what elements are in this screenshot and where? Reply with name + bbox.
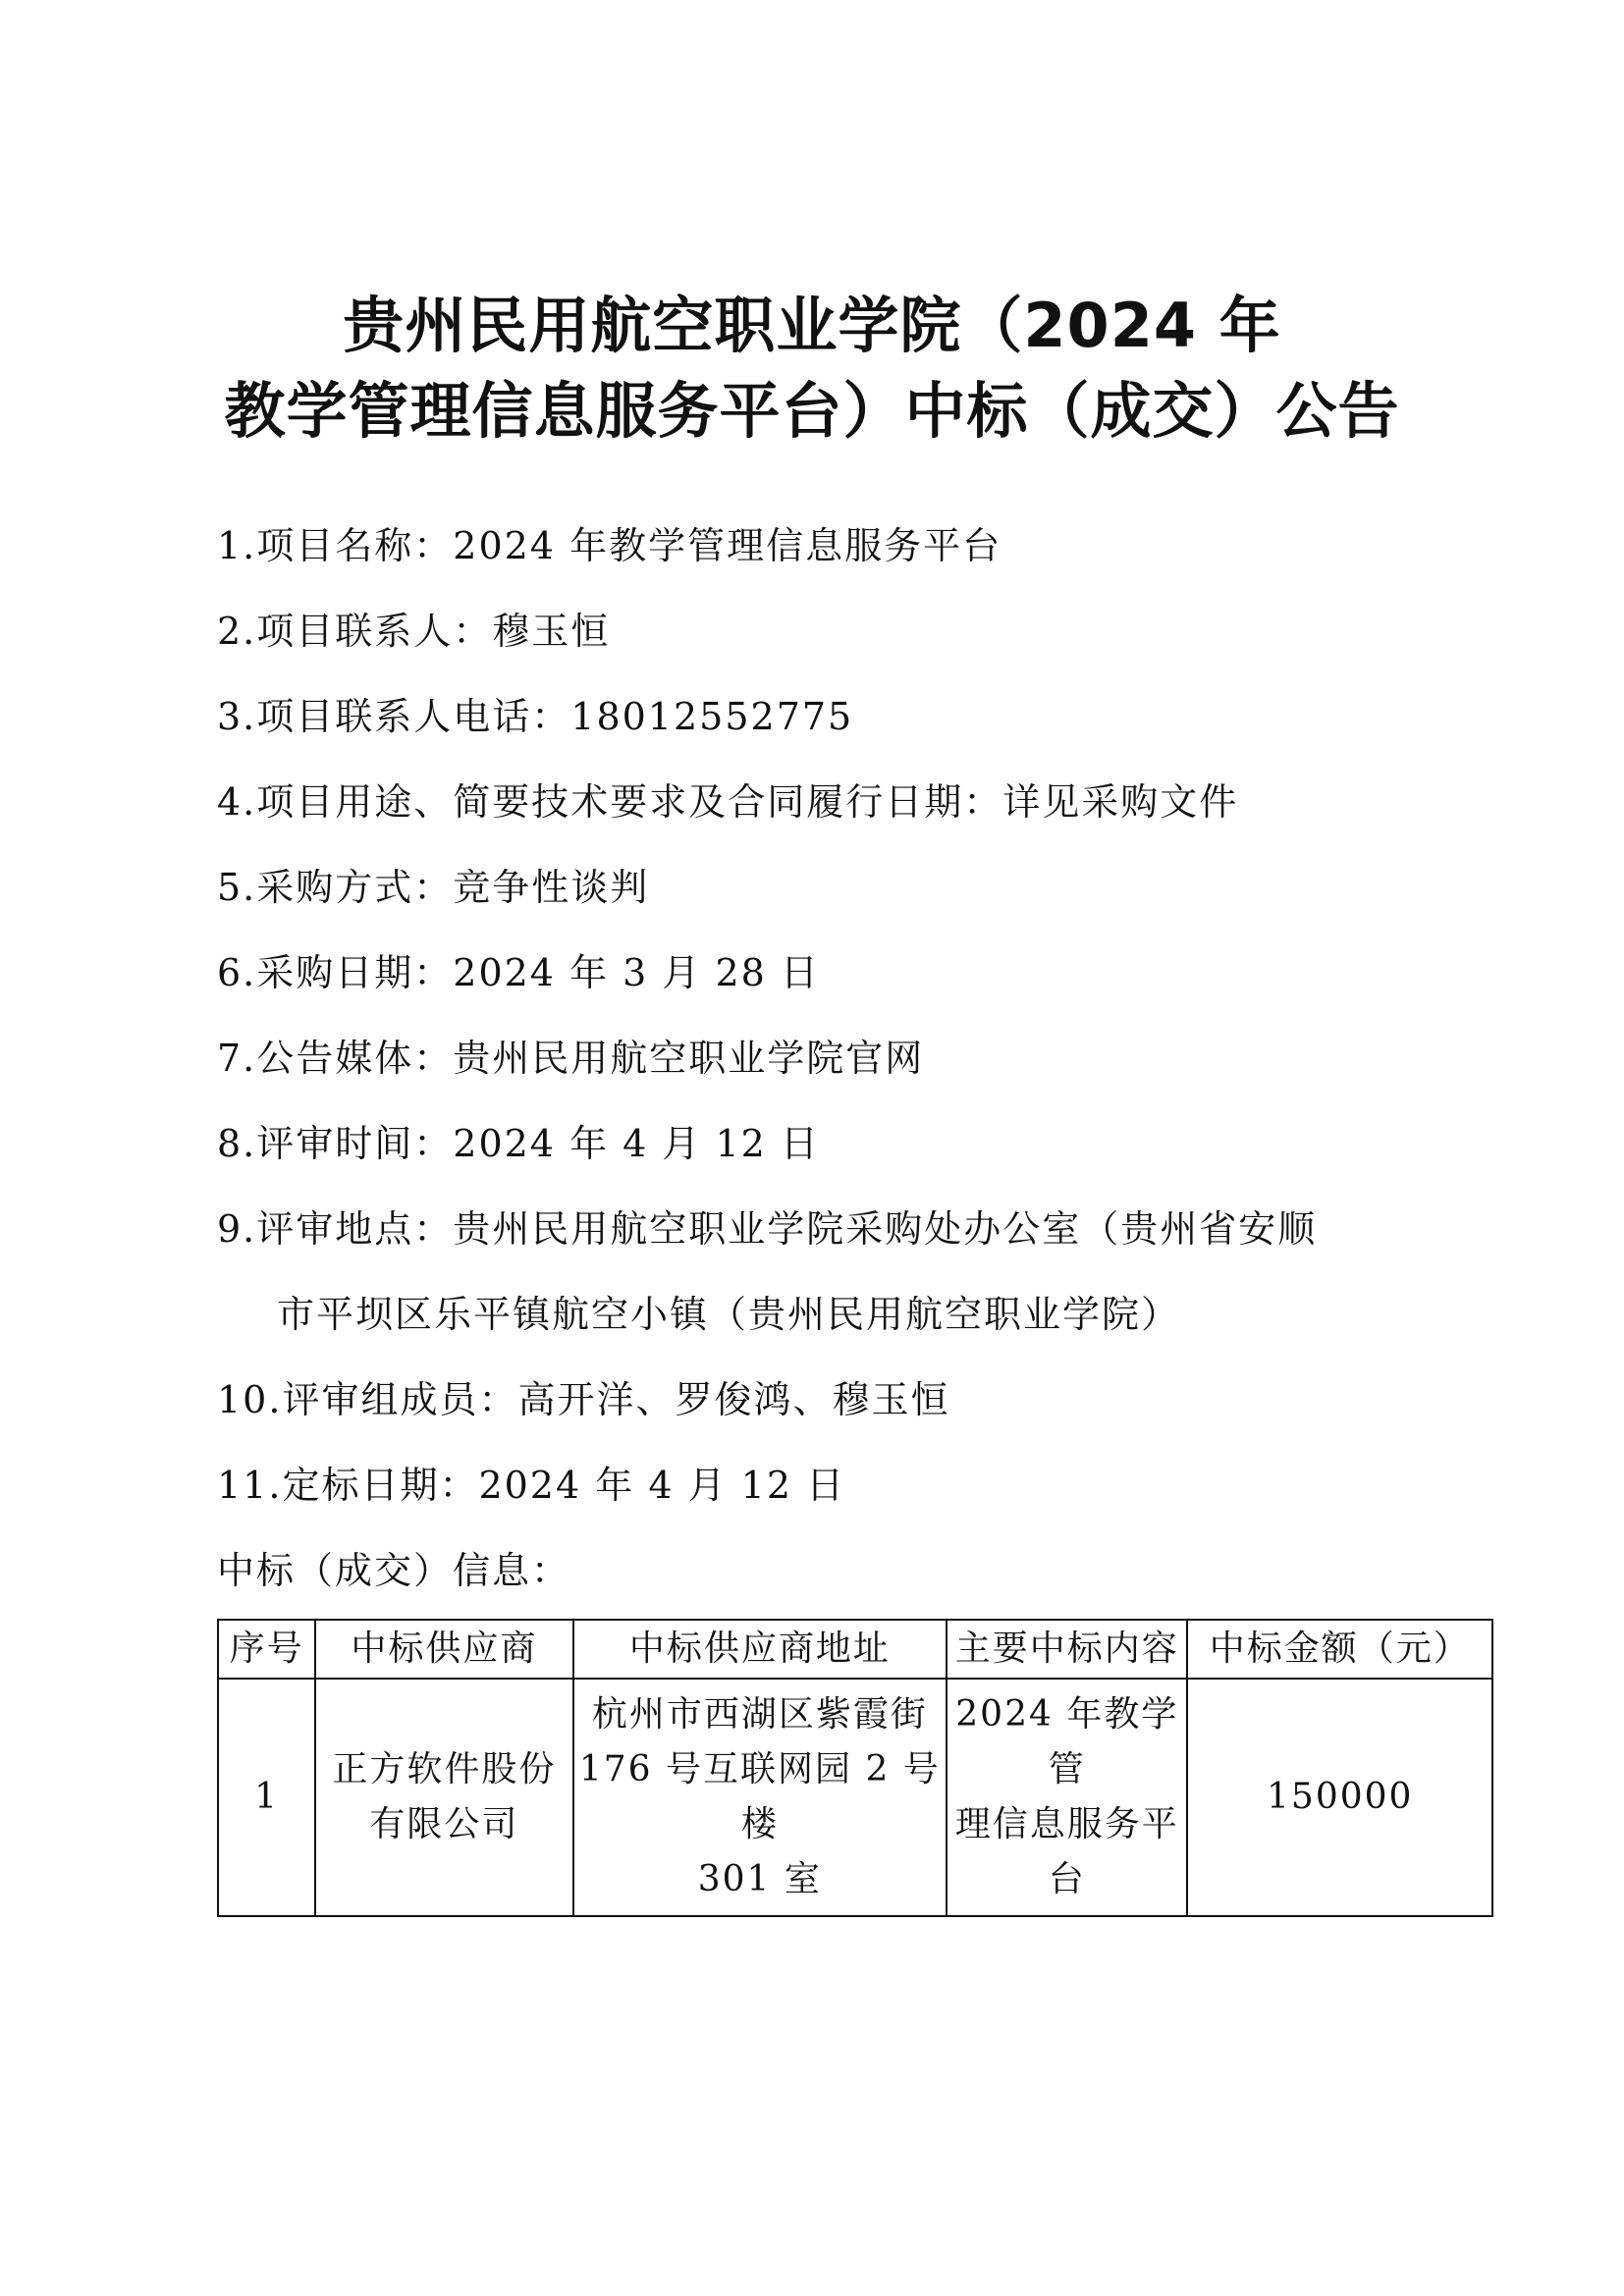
item-procurement-method <box>217 863 649 912</box>
item-number: 5. <box>217 866 257 909</box>
item-number: 7. <box>217 1037 257 1080</box>
item-contact-person <box>217 607 610 656</box>
item-procurement-date <box>217 948 820 997</box>
item-project-name <box>217 521 1001 570</box>
item-label: 项目联系人电话： <box>256 695 571 738</box>
header-supplier-address: 中标供应商地址 <box>573 1620 947 1679</box>
item-label: 公告媒体： <box>256 1037 454 1080</box>
header-main-content: 主要中标内容 <box>947 1620 1187 1679</box>
item-project-purpose <box>217 777 1238 827</box>
item-review-location <box>217 1204 1317 1254</box>
cell-line: 301 室 <box>697 1859 822 1899</box>
cell-line: 正方软件股份 <box>332 1749 557 1789</box>
cell-supplier <box>315 1679 572 1916</box>
table-row <box>218 1679 1492 1916</box>
item-label: 采购方式： <box>256 866 454 909</box>
cell-line: 台 <box>1048 1859 1086 1899</box>
award-table <box>217 1619 1493 1917</box>
item-value: 2024 年教学管理信息服务平台 <box>453 524 1002 567</box>
item-label: 项目用途、简要技术要求及合同履行日期： <box>256 780 1003 824</box>
award-table-wrapper <box>217 1619 1493 1917</box>
document-title-line-1: 贵州民用航空职业学院（2024 年 <box>343 290 1281 361</box>
item-award-date <box>217 1461 845 1510</box>
item-label: 项目联系人： <box>256 610 493 653</box>
cell-award-amount: 150000 <box>1187 1679 1492 1916</box>
document-title-line-2: 教学管理信息服务平台）中标（成交）公告 <box>224 375 1400 447</box>
item-value: 2024 年 3 月 28 日 <box>453 951 820 994</box>
cell-line: 176 号互联网园 2 号楼 <box>578 1749 941 1844</box>
item-number: 4. <box>217 780 257 824</box>
award-table-header-row <box>218 1620 1492 1679</box>
item-number: 6. <box>217 951 257 994</box>
item-label: 定标日期： <box>282 1464 479 1507</box>
item-number: 3. <box>217 695 257 738</box>
item-value: 2024 年 4 月 12 日 <box>453 1122 820 1165</box>
cell-line: 理信息服务平 <box>954 1804 1179 1844</box>
cell-line: 杭州市西湖区紫霞街 <box>591 1694 928 1735</box>
item-value: 2024 年 4 月 12 日 <box>478 1464 846 1507</box>
item-label: 项目名称： <box>256 524 454 567</box>
header-index: 序号 <box>218 1620 315 1679</box>
item-number: 11. <box>217 1464 283 1507</box>
award-info-heading: 中标（成交）信息： <box>217 1549 571 1592</box>
item-value: 18012552775 <box>570 695 854 738</box>
item-number: 2. <box>217 610 257 653</box>
cell-line: 2024 年教学管 <box>955 1694 1179 1789</box>
item-number: 1. <box>217 524 257 567</box>
item-announcement-media <box>217 1034 924 1083</box>
item-contact-phone <box>217 692 853 741</box>
cell-supplier-address <box>573 1679 947 1916</box>
item-value: 高开洋、罗俊鸿、穆玉恒 <box>517 1378 950 1421</box>
item-label: 评审组成员： <box>282 1378 518 1421</box>
item-label: 采购日期： <box>256 951 454 994</box>
item-number: 9. <box>217 1207 257 1251</box>
item-label: 评审地点： <box>256 1207 454 1251</box>
item-number: 8. <box>217 1122 257 1165</box>
cell-main-content <box>947 1679 1187 1916</box>
item-value: 详见采购文件 <box>1002 780 1239 824</box>
header-award-amount: 中标金额（元） <box>1187 1620 1492 1679</box>
item-value: 竞争性谈判 <box>453 866 650 909</box>
item-label: 评审时间： <box>256 1122 454 1165</box>
item-number: 10. <box>217 1378 283 1421</box>
item-review-committee <box>217 1375 949 1424</box>
cell-line: 有限公司 <box>369 1804 519 1844</box>
cell-index: 1 <box>218 1679 315 1916</box>
item-value: 穆玉恒 <box>492 610 611 653</box>
item-value: 贵州民用航空职业学院采购处办公室（贵州省安顺 <box>453 1207 1318 1251</box>
item-review-location-continued: 市平坝区乐平镇航空小镇（贵州民用航空职业学院） <box>277 1293 1181 1336</box>
header-supplier: 中标供应商 <box>315 1620 572 1679</box>
item-review-time <box>217 1119 820 1168</box>
item-value: 贵州民用航空职业学院官网 <box>453 1037 925 1080</box>
